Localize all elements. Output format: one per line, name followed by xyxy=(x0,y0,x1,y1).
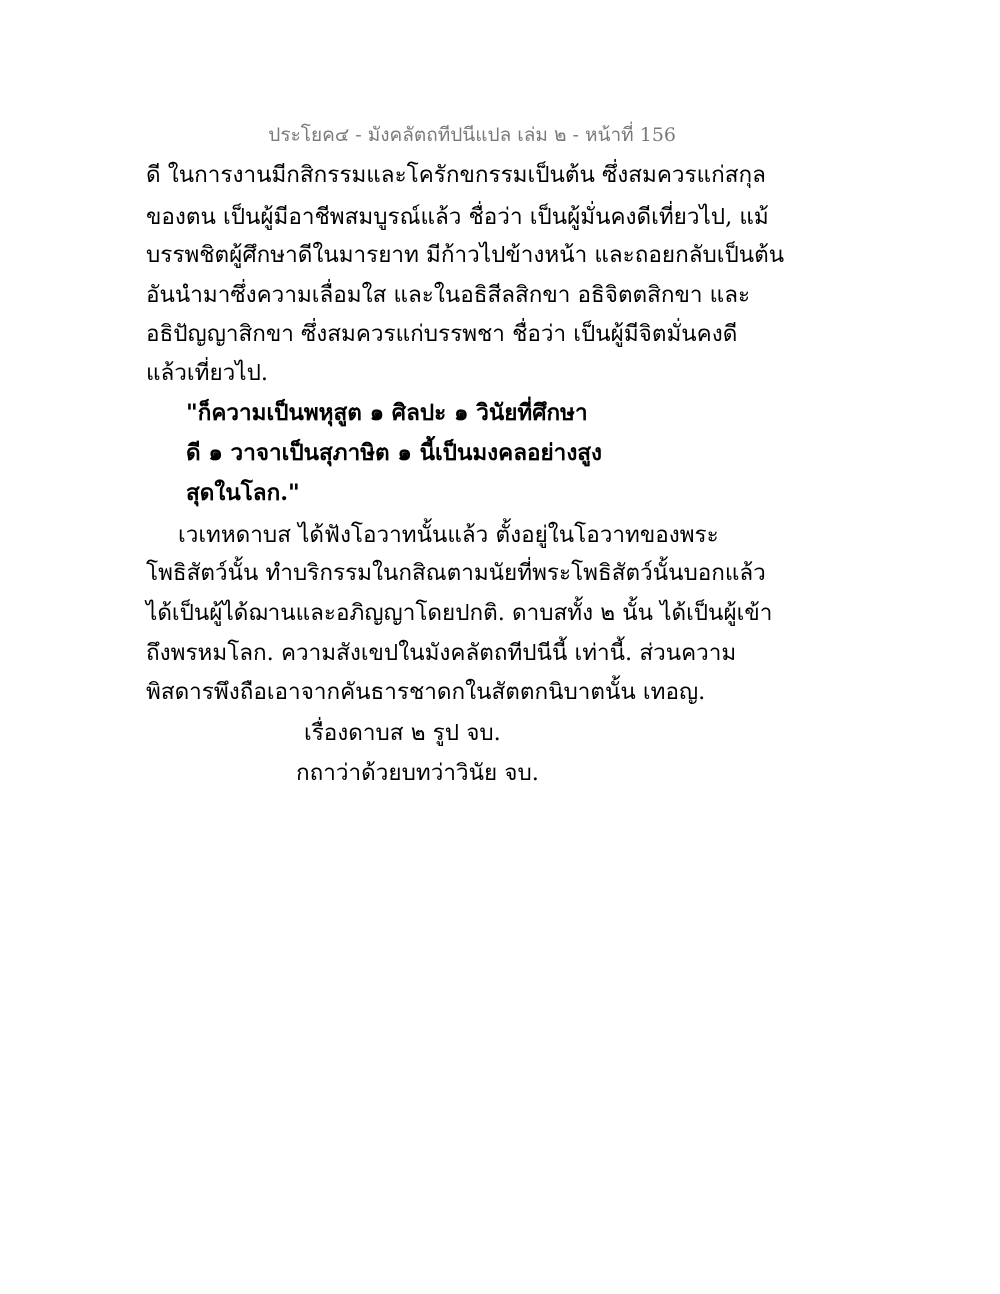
verse-line-3: สุดในโลก." xyxy=(186,480,300,506)
paragraph-1-line-2: ของตน เป็นผู้มีอาชีพสมบูรณ์แล้ว ชื่อว่า เป็นผู้มั่นคงดีเที่ยวไป, แม้ xyxy=(146,204,769,230)
paragraph-1-line-4: อันนำมาซึ่งความเลื่อมใส และในอธิสีลสิกขา อธิจิตตสิกขา และ xyxy=(146,282,751,308)
paragraph-1-line-5: อธิปัญญาสิกขา ซึ่งสมควรแก่บรรพชา ชื่อว่า เป็นผู้มีจิตมั่นคงดี xyxy=(146,321,738,347)
page-header: ประโยค๔ - มังคลัตถทีปนีแปล เล่ม ๒ - หน้าที่ 156 xyxy=(268,124,676,146)
verse-line-2: ดี ๑ วาจาเป็นสุภาษิต ๑ นี้เป็นมงคลอย่างสูง xyxy=(186,440,603,466)
paragraph-2-line-2: โพธิสัตว์นั้น ทำบริกรรมในกสิณตามนัยที่พระโพธิสัตว์นั้นบอกแล้ว xyxy=(146,560,766,586)
paragraph-2-line-5: พิสดารพึงถือเอาจากคันธารชาดกในสัตตกนิบาตนั้น เทอญ. xyxy=(146,679,706,705)
paragraph-1-line-1: ดี ในการงานมีกสิกรรมและโครักขกรรมเป็นต้น ซึ่งสมควรแก่สกุล xyxy=(146,162,766,188)
story-end-line: เรื่องดาบส ๒ รูป จบ. xyxy=(304,720,501,746)
verse-line-1: "ก็ความเป็นพหุสูต ๑ ศิลปะ ๑ วินัยที่ศึกษา xyxy=(186,400,588,426)
paragraph-1-line-6: แล้วเที่ยวไป. xyxy=(146,360,269,386)
paragraph-2-line-4: ถึงพรหมโลก. ความสังเขปในมังคลัตถทีปนีนี้ เท่านี้. ส่วนความ xyxy=(146,640,737,666)
section-end-line: กถาว่าด้วยบทว่าวินัย จบ. xyxy=(296,760,539,786)
paragraph-2-line-3: ได้เป็นผู้ได้ฌานและอภิญญาโดยปกติ. ดาบสทั้ง ๒ นั้น ได้เป็นผู้เข้า xyxy=(146,600,773,626)
paragraph-2-line-1: เวเทหดาบส ได้ฟังโอวาทนั้นแล้ว ตั้งอยู่ในโอวาทของพระ xyxy=(178,522,719,548)
paragraph-1-line-3: บรรพชิตผู้ศึกษาดีในมารยาท มีก้าวไปข้างหน้า และถอยกลับเป็นต้น xyxy=(146,242,785,268)
